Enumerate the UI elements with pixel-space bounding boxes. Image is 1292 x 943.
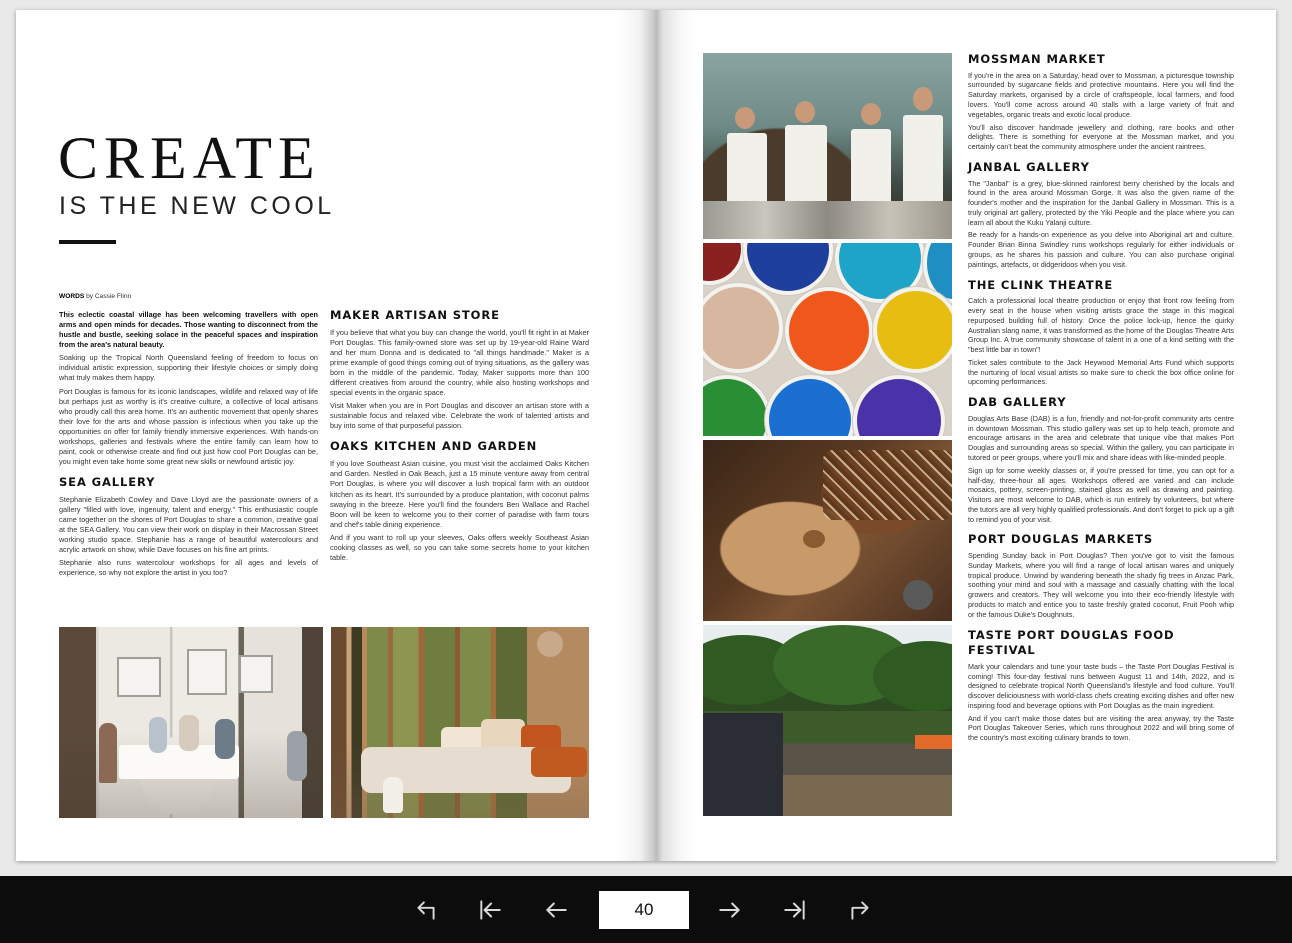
article-column-1	[59, 292, 318, 581]
paragraph: Douglas Arts Base (DAB) is a fun, friendly and not-for-profit community arts centre in downtown Mossman. This studio gallery was set up to help teach, promote and encourage artisans in the area and celebrate that unique vibe that makes Port Douglas and surrounding areas so special. Within the gallery, you can participate in tutored or peer groups, where you'll mix and share ideas with like-minded people.	[968, 413, 1234, 462]
section-heading-mossman: MOSSMAN MARKET	[968, 52, 1106, 66]
face	[913, 87, 933, 111]
previous-page-icon	[543, 897, 569, 923]
paragraph: Mark your calendars and tune your taste buds – the Taste Port Douglas Festival is coming! This four-day festival runs between August 11 and 14th, 2022, and is designed to celebrate tropical North Queensland's lifestyle and food culture. You'll discover deliciousness with world-class chefs creating exciting dishes and offer new inspiring food and beverage options with Port Douglas as the main ingredient.	[968, 661, 1234, 710]
paragraph: If you're in the area on a Saturday, head over to Mossman, a picturesque township surrounded by sugarcane fields and protective mountains. Here you will find the Saturday markets, organised by a circle of craftspeople, local farmers, and food lovers. You'll come across around 40 stalls with a large variety of fruit and vegetables, organic treats and exotic local produce.	[968, 70, 1234, 119]
section-heading-maker: MAKER ARTISAN STORE	[330, 308, 500, 322]
photo-sunday-market	[703, 625, 952, 816]
face	[861, 103, 881, 125]
orange-throw	[531, 747, 587, 777]
face	[795, 101, 815, 123]
chef-apron	[851, 129, 891, 203]
title-divider	[59, 240, 116, 244]
section-heading-dab: DAB GALLERY	[968, 395, 1067, 410]
paragraph: If you believe that what you buy can change the world, you'll fit right in at Maker Port Douglas. This family-owned store was set up by 19-year-old Raine Ward and her mum Donna and is dedicated to "all things handmade." Maker is a prime example of good things coming out of trying situations, as the gallery was born in the middle of the pandemic. Today, Maker supports more than 100 different creatives from around the country, while also hosting workshops and special events in the organic space.	[330, 327, 589, 398]
section-heading-taste-festival: TASTE PORT DOUGLAS FOOD FESTIVAL	[968, 627, 1175, 658]
paragraph: You'll also discover handmade jewellery and clothing, rare books and other delights. There is something for everyone at the Mossman market, and you certainly can't beat the community atmosphere under the ancient raintrees.	[968, 122, 1234, 152]
vase	[383, 777, 403, 813]
section-heading-clink: THE CLINK THEATRE	[968, 277, 1114, 292]
last-page-icon	[782, 897, 808, 923]
first-page-button[interactable]	[472, 892, 508, 928]
paragraph: Soaking up the Tropical North Queensland feeling of freedom to focus on individual artistic expression, supporting their lifestyle choices or simply doing what truly makes them happy.	[59, 353, 318, 383]
paragraph: Port Douglas is famous for its iconic landscapes, wildlife and relaxed way of life but perhaps just as worthy is it's creative culture, a collective of local artisans who proudly call this area home. It's an authentic movement that openly shares their love for the arts and whose passion is infectious when you take up the opportunities on offer for family friendly immersive experiences. With hands-on workshops, galleries and festivals where the entire family can learn how to paint, cook or otherwise create and find out just how cool Port Douglas can be, you might even take home some great new skills or newfound artistic joy.	[59, 386, 318, 466]
magazine-spread	[16, 10, 1276, 861]
paragraph: The "Janbal" is a grey, blue-skinned rainforest berry cherished by the locals and found in the area around Mossman Gorge. It was also the given name of the founder's mother and the inspiration for the Janbal Gallery in Mossman. This is a truly original art gallery, protected by the Yiki People and the place where you can learn all about the Kuku Yalanji culture.	[968, 178, 1234, 227]
chef-apron	[727, 133, 767, 203]
person	[99, 723, 117, 783]
section-heading-sea-gallery: SEA GALLERY	[59, 475, 156, 490]
paint-cup	[703, 375, 771, 436]
photo-cooking-class	[703, 53, 952, 239]
headline-subtitle: IS THE NEW COOL	[59, 192, 335, 220]
seed	[803, 530, 825, 548]
forward-arrow-icon	[847, 897, 873, 923]
section-heading-janbal: JANBAL GALLERY	[968, 159, 1090, 174]
back-arrow-button[interactable]	[408, 892, 444, 928]
first-page-icon	[477, 897, 503, 923]
paint-cup	[765, 375, 855, 436]
paint-cup	[785, 287, 873, 375]
forward-arrow-button[interactable]	[842, 892, 878, 928]
paint-cup	[703, 283, 783, 373]
page-number-input[interactable]	[599, 891, 689, 929]
paragraph: If you love Southeast Asian cuisine, you must visit the acclaimed Oaks Kitchen and Garden. Nestled in Oak Beach, just a 15 minute venture away from central Port Douglas, is where you will discover a lush tropical farm with an outdoor kitchen as its heart. It's surrounded by a produce plantation, with coconut palms swaying in the breeze. Here you'll find the founders Ben Wallace and Rachel Boon will be keen to welcome you to their corner of paradise with farm tours and chef's table dining experience.	[330, 459, 589, 529]
painting-frame	[187, 649, 227, 695]
person	[287, 731, 307, 781]
byline-author: by Cassie Flinn	[86, 293, 132, 300]
section-heading-oaks: OAKS KITCHEN AND GARDEN	[330, 439, 538, 454]
pots-on-table	[703, 201, 952, 239]
back-arrow-icon	[413, 897, 439, 923]
next-page-icon	[717, 897, 743, 923]
person	[179, 715, 199, 751]
person	[215, 719, 235, 759]
paragraph: And if you want to roll up your sleeves, Oaks offers weekly Southeast Asian cooking classes as well, so you can take some secrets home to your kitchen table.	[330, 532, 589, 562]
market-stall	[703, 713, 783, 816]
person	[149, 717, 167, 753]
paragraph: Ticket sales contribute to the Jack Heywood Memorial Arts Fund which supports the nurturing of local visual artists so make sure to check the box office online for upcoming performances.	[968, 357, 1234, 387]
page-navigation-toolbar	[0, 876, 1292, 943]
paint-jar	[903, 580, 933, 610]
article-column-right	[968, 52, 1234, 746]
paragraph: Sign up for some weekly classes or, if you're pressed for time, you can opt for a half-day, three-hour all ages. Workshops offered are varied and can include mosaics, pottery, screen-printing, stained glass as well as drawing and painting. Visitors are most welcome to DAB, which is run entirely by volunteers, but where the tutors are all very highly qualified professionals. And don't forget to pick up a gift to remind you of your visit.	[968, 465, 1234, 524]
headline-create: CREATE	[58, 125, 321, 191]
paragraph: Visit Maker when you are in Port Douglas and discover an artisan store with a sustainable focus and relaxed vibe. Celebrate the work of talented artists and buy into some of that purposeful passion.	[330, 401, 589, 431]
hanging-hat	[537, 631, 563, 657]
paragraph: Be ready for a hands-on experience as you delve into Aboriginal art and culture. Founder Brian Binna Swindley runs workshops regularly for either individuals or groups, as he shares his passion and culture. You can also purchase original paintings, artefacts, or didgeridoos when you visit.	[968, 230, 1234, 269]
photo-gallery-interior	[59, 627, 323, 818]
left-page	[16, 10, 656, 861]
paragraph: And if you can't make those dates but are visiting the area anyway, try the Taste Port Douglas Takeover Series, which runs throughout 2022 and will bring some of the country's most exciting culinary brands to town.	[968, 713, 1234, 743]
painting-frame	[239, 655, 273, 693]
paint-cup	[853, 375, 945, 436]
dot-painting	[823, 450, 952, 520]
previous-page-button[interactable]	[538, 892, 574, 928]
chef-apron	[903, 115, 943, 203]
painting-frame	[117, 657, 161, 697]
paragraph: Spending Sunday back in Port Douglas? Then you've got to visit the famous Sunday Markets, where you will find a range of local artisan wares and uniquely tropical produce. Unwind by wandering beneath the shady fig trees in Anzac Park, soothing your mind and soul with a massage and casually chatting with the local growers and creators. They will welcome you into their eco-friendly lifestyle with products to match and entice you to taste freshly grated coconut, Fruit Pooh whip or the famous Duke's Doughnuts.	[968, 551, 1234, 619]
face	[735, 107, 755, 129]
lead-paragraph: This eclectic coastal village has been welcoming travellers with open arms and open minds for decades. Those wanting to disconnect from the hustle and bustle, seeking solace in the peaceful spaces and inspiration from the area's natural beauty.	[59, 310, 318, 350]
article-column-2	[330, 308, 589, 566]
photo-maker-store-patio	[331, 627, 589, 818]
last-page-button[interactable]	[777, 892, 813, 928]
section-heading-port-douglas-markets: PORT DOUGLAS MARKETS	[968, 532, 1154, 547]
paragraph: Stephanie Elizabeth Cowley and Dave Lloyd are the passionate owners of a gallery "filled with love, ingenuity, talent and energy." This enthusiastic couple came together on the shores of Port Douglas to share a common, creative goal at the SEA Gallery. You can view their work on display in their Macrossan Street working studio space. Stephanie has a range of beautiful watercolours and acrylic artwork on show, while Dave focuses on his fine art prints.	[59, 494, 318, 555]
paragraph: Catch a professional local theatre production or enjoy that front row feeling from every seat in the house when visiting artists grace the stage in this magical repurposed building full of history. Once the police lock-up, hence the quirky Australian slang name, it was transformed as the home of the Douglas Theatre Arts Group Inc. A true community showcase of talent in a one of a kind setting with the "best little bar in town"!	[968, 296, 1234, 355]
path	[783, 775, 952, 816]
orange-tent	[915, 735, 952, 749]
photo-hands-artwork	[703, 440, 952, 621]
chef-apron	[785, 125, 827, 203]
next-page-button[interactable]	[712, 892, 748, 928]
byline-label: WORDS	[59, 293, 85, 300]
paragraph: Stephanie also runs watercolour workshops for all ages and levels of experience, so why not explore the artist in you too?	[59, 558, 318, 578]
paint-cup	[703, 243, 745, 285]
paint-cup	[873, 287, 952, 373]
photo-paint-pots	[703, 243, 952, 436]
byline	[59, 292, 318, 301]
